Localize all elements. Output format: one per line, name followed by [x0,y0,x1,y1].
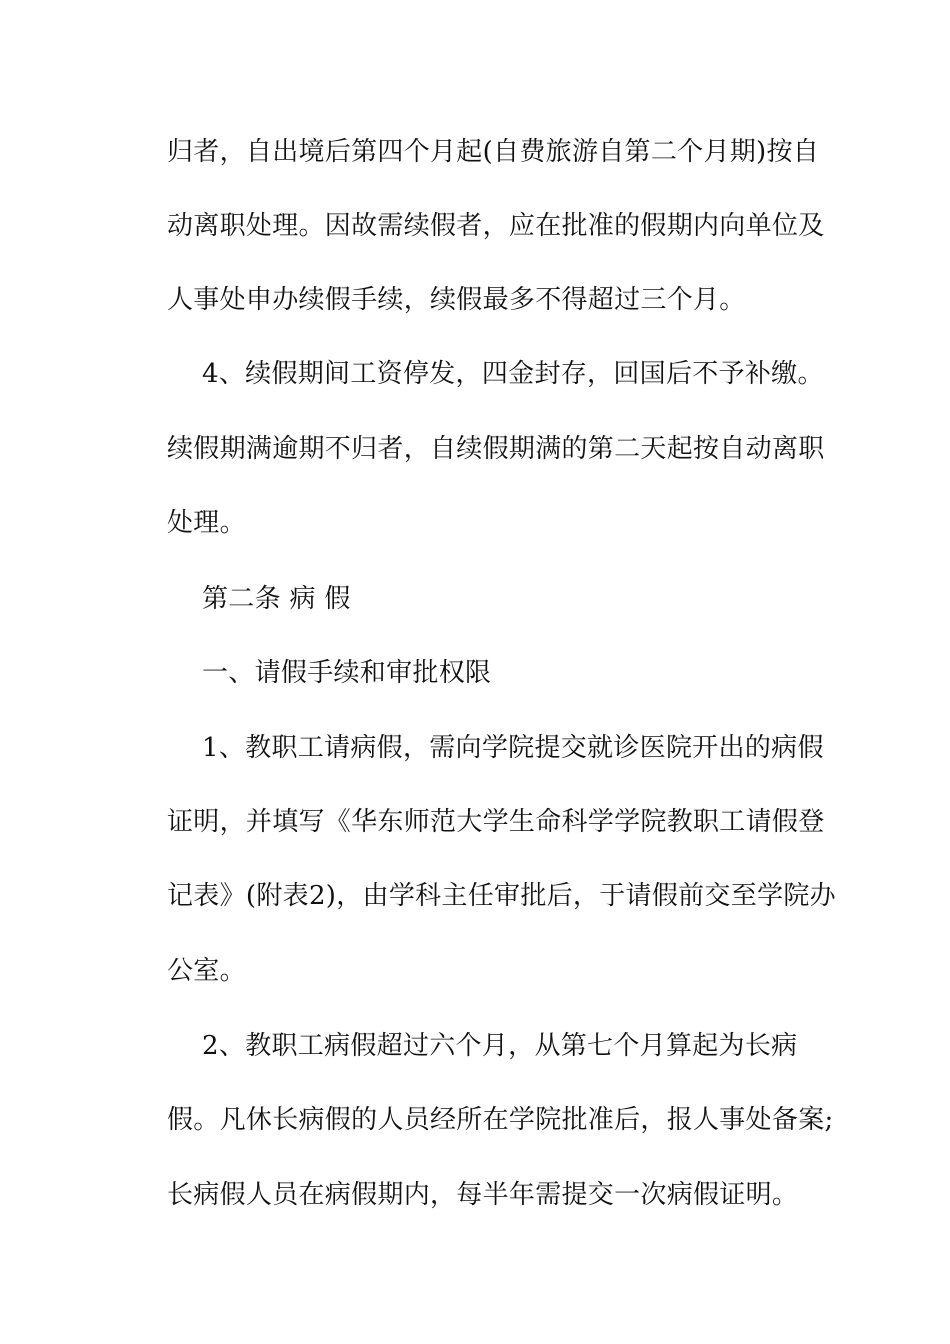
section-heading: 第二条 病 假 [202,584,351,614]
text-line: 动离职处理。因故需续假者，应在批准的假期内向单位及 [167,211,825,241]
text-line: 2、教职工病假超过六个月，从第七个月算起为长病 [202,1031,798,1061]
text-line: 公室。 [167,956,246,986]
text-line: 续假期满逾期不归者，自续假期满的第二天起按自动离职 [167,434,825,464]
text-line: 人事处申办续假手续，续假最多不得超过三个月。 [167,285,746,315]
text-line: 1、教职工请病假，需向学院提交就诊医院开出的病假 [202,733,824,763]
text-line: 处理。 [167,508,246,538]
text-line: 长病假人员在病假期内，每半年需提交一次病假证明。 [167,1180,799,1210]
text-line: 记表》(附表2)，由学科主任审批后，于请假前交至学院办 [167,881,836,911]
text-line: 4、续假期间工资停发，四金封存，回国后不予补缴。 [202,359,824,389]
text-line: 归者，自出境后第四个月起(自费旅游自第二个月期)按自 [167,137,820,167]
text-line: 证明，并填写《华东师范大学生命科学学院教职工请假登 [167,807,825,837]
subsection-heading: 一、请假手续和审批权限 [202,658,492,688]
text-line: 假。凡休长病假的人员经所在学院批准后，报人事处备案; [167,1105,834,1135]
